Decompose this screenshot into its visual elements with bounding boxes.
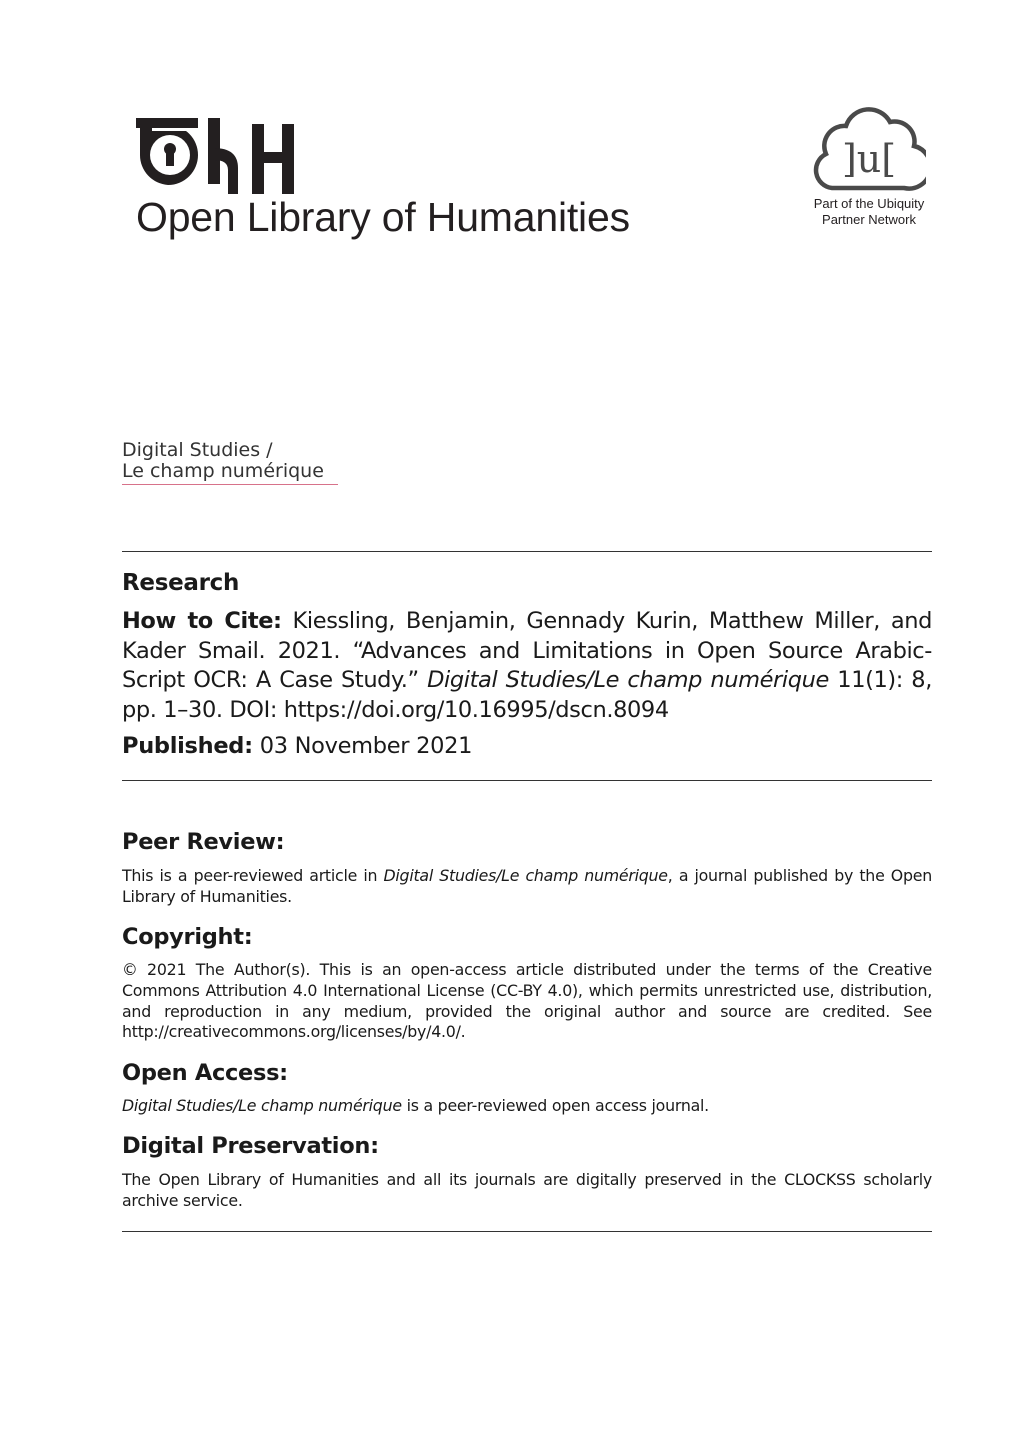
publisher-name: Open Library of Humanities bbox=[136, 194, 630, 240]
peer-review-text-before: This is a peer-reviewed article in bbox=[122, 866, 378, 885]
journal-logo-underline bbox=[122, 484, 338, 485]
published-label: Published: bbox=[122, 733, 253, 759]
digital-preservation-title: Digital Preservation: bbox=[122, 1133, 379, 1159]
open-access-title: Open Access: bbox=[122, 1060, 288, 1086]
journal-logo-line-2: Le champ numérique bbox=[122, 460, 324, 482]
published-date: 03 November 2021 bbox=[259, 733, 473, 759]
peer-review-journal: Digital Studies/Le champ numérique bbox=[383, 866, 668, 885]
olh-logo-icon bbox=[134, 118, 298, 200]
copyright-title: Copyright: bbox=[122, 924, 253, 950]
svg-text:]u[: ]u[ bbox=[841, 137, 897, 181]
article-type: Research bbox=[122, 570, 240, 596]
cite-journal: Digital Studies/Le champ numérique bbox=[427, 667, 829, 693]
divider bbox=[122, 780, 932, 781]
cite-details: 11(1): 8, pp. 1–30. DOI: https://doi.org/10.16995/dscn.8094 bbox=[122, 667, 932, 723]
published-line bbox=[122, 733, 472, 759]
cite-label: How to Cite: bbox=[122, 608, 282, 634]
open-access-journal: Digital Studies/Le champ numérique bbox=[122, 1096, 402, 1115]
journal-logo bbox=[122, 440, 338, 485]
open-access-text-after: is a peer-reviewed open access journal. bbox=[406, 1096, 709, 1115]
copyright-text: © 2021 The Author(s). This is an open-access article distributed under the terms of the Creative Commons Attribution 4.0 International License (CC-BY 4.0), which permits unrestricted use, distribution, and reproduction in any medium, provided the original author and source are credited. See http://creativecommons.org/licenses/by/4.0/. bbox=[122, 960, 932, 1042]
journal-logo-line-1: Digital Studies / bbox=[122, 439, 273, 461]
how-to-cite bbox=[122, 607, 932, 725]
open-access-text bbox=[122, 1096, 932, 1117]
ubiquity-partner-logo bbox=[780, 104, 958, 228]
digital-preservation-text: The Open Library of Humanities and all its journals are digitally preserved in the CLOCKSS scholarly archive service. bbox=[122, 1170, 932, 1210]
ubiquity-line-1: Part of the Ubiquity bbox=[813, 196, 925, 211]
ubiquity-line-2: Partner Network bbox=[822, 212, 916, 227]
peer-review-text bbox=[122, 866, 932, 908]
cloud-icon bbox=[812, 104, 926, 194]
divider bbox=[122, 551, 932, 552]
peer-review-title: Peer Review: bbox=[122, 829, 285, 855]
divider bbox=[122, 1231, 932, 1232]
cite-authors: Kiessling, Benjamin, Gennady Kurin, Matthew Miller, and Kader Smail. 2021. “Advances and Limitations in Open Source Arabic-Script OCR: A Case Study.” bbox=[122, 608, 932, 693]
peer-review-text-after: , a journal published by the Open Library of Humanities. bbox=[122, 866, 932, 906]
